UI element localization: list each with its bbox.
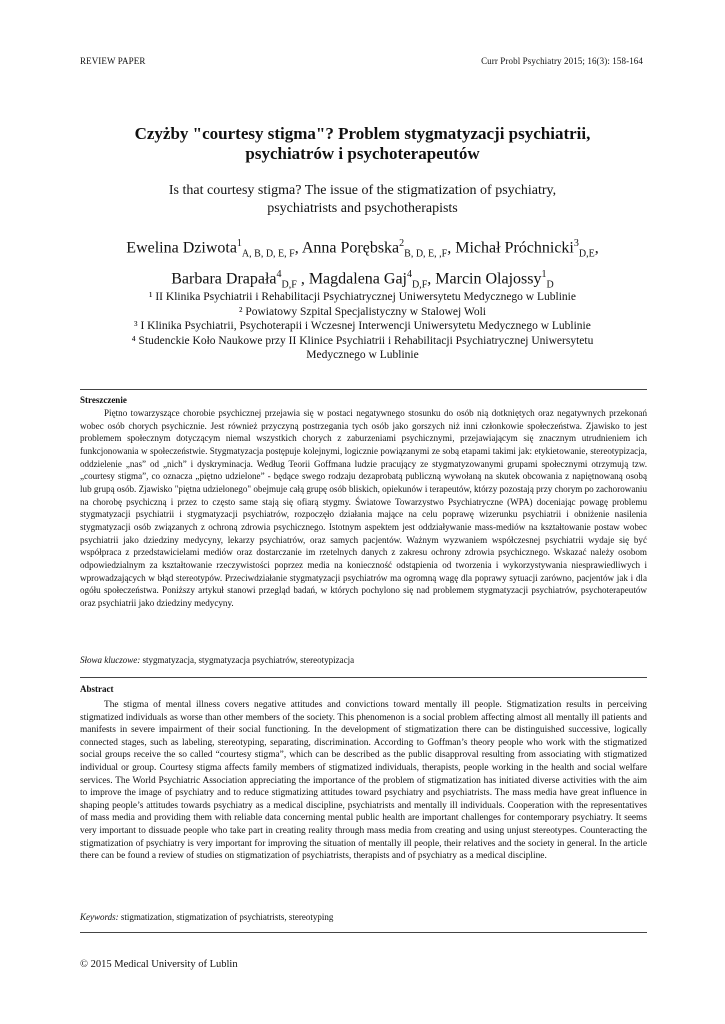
divider — [80, 932, 647, 933]
author-line-2: Barbara Drapała$^4_{D,F}$ , Magdalena Gaj$^4_{D,F}$, Marcin Olajossy$^1_D$ — [171, 268, 554, 291]
slowa-kluczowe-value: stygmatyzacja, stygmatyzacja psychiatrów, stereotypizacja — [140, 655, 355, 665]
streszczenie-heading: Streszczenie — [80, 395, 127, 405]
divider — [80, 677, 647, 678]
author-name: Michał Próchnicki — [455, 239, 574, 257]
affiliation-line: Medycznego w Lublinie — [306, 349, 419, 361]
copyright: © 2015 Medical University of Lublin — [80, 959, 238, 970]
author-contribution: D,E — [578, 248, 595, 260]
affiliation-line: ¹ II Klinika Psychiatrii i Rehabilitacji Psychiatrycznej Uniwersytetu Medycznego w Lublinie — [149, 291, 576, 303]
author-contribution: A, B, D, E, F — [241, 248, 295, 260]
author-affiliation: 1 — [541, 268, 547, 280]
author-affiliation: 4 — [407, 268, 412, 280]
author-contribution: B, D, E, ,F — [404, 248, 448, 260]
author-line-1: Ewelina Dziwota$^1_{A, B, D, E, F}$, Anna Porębska$^2_{B, D, E, ,F}$, Michał Próchnicki$^3_{D,E}$, — [126, 238, 599, 260]
running-header-right: Curr Probl Psychiatry 2015; 16(3): 158-164 — [481, 56, 643, 66]
author-affiliation: 3 — [573, 238, 579, 249]
author-affiliation: 4 — [276, 268, 282, 280]
slowa-kluczowe-label: Słowa kluczowe: — [80, 655, 141, 665]
author-affiliation: 2 — [399, 238, 405, 249]
author-affiliation: 1 — [236, 238, 242, 249]
author-contribution: D,F — [281, 279, 297, 291]
author-name: Magdalena Gaj — [308, 269, 407, 287]
affiliation-line: ² Powiatowy Szpital Specjalistyczny w Stalowej Woli — [239, 305, 486, 318]
title-polish-line2: psychiatrów i psychoterapeutów — [245, 144, 480, 163]
streszczenie-text: Piętno towarzyszące chorobie psychicznej przejawia się w postaci negatywnego stosunku do osób nią dotkniętych oraz negatywnych przekonań wobec osób chorych psychicznie. Jest również przyczyną postrzegania tych osób jako gorszych niż inni członkowie społeczeństwa. Zjawisko to jest problemem społecznym dotyczącym niemal wszystkich chorych z zaburzeniami psychicznymi, przejawiającym się znacznym utrudnieniem ich funkcjonowania w społeczeństwie. Stygmatyzacja postępuje kolejnymi, logicznie powiązanymi ze sobą etapami takimi jak: etykietowanie, stereotypizacja, oddzielenie „nas” od „nich” i dyskryminacja. Według Teorii Goffmana ludzie pracujący ze stygmatyzowanymi grupami społecznymi otrzymują tzw. „courtesy stigma”, co oznacza „piętno udzielone” - będące swego rodzaju dezaprobatą publiczną wywołaną na skutek obcowania z napiętnowaną osobą lub grupą osób. Zjawisko "piętna udzielonego" obejmuje całą grupę osób bliskich, opiekunów i terapeutów, którzy pozostają przy chorym po zachorowaniu na chorobę psychiczną i przez to często same stają się ofiarą stygmy. Światowe Towarzystwo Psychiatryczne (WPA) doceniając powagę problemu stygmatyzacji psychiatrii i stygmatyzacji psychiatrów, rozpoczęło działania mające na celu poprawę wizerunku psychiatrii i obniżenie nasilenia stygmatyzacji osób związanych z ochroną zdrowia psychicznego. Istotnym aspektem jest oddziaływanie mass-mediów na kształtowanie postaw wobec psychiatrii jako dziedziny medycyny, lekarzy psychiatrów, oraz samych pacjentów. Ważnym wyzwaniem współczesnej psychiatrii wydaje się być współpraca z przedstawicielami mediów oraz dostarczanie im rzetelnych danych z zakresu ochrony zdrowia psychicznego. Wskazać należy osobom odpowiedzialnym za kształtowanie rzeczywistości poprzez media na konieczność odstąpienia od tworzenia i wykorzystywania niesprawiedliwych i wprowadzających w błąd stereotypów. Przeciwdziałanie stygmatyzacji psychiatrów ma ogromną wagę dla poprawy sytuacji zarówno, pacjentów jak i dla ogółu społeczeństwa. Poniższy artykuł stanowi przegląd badań, w których pochylono się nad problemem stygmatyzacji psychiatrów, psychoterapeutów oraz psychiatrii jako dziedziny medycyny. — [80, 408, 647, 608]
running-header-left: REVIEW PAPER — [80, 56, 146, 66]
author-name: Ewelina Dziwota — [126, 239, 237, 257]
keywords-label: Keywords: — [80, 912, 119, 922]
title-polish — [60, 124, 665, 164]
title-english-line1: Is that courtesy stigma? The issue of the stigmatization of psychiatry, — [168, 183, 557, 198]
title-english-line2: psychiatrists and psychotherapists — [267, 201, 458, 216]
title-polish-line1: Czyżby "courtesy stigma"? Problem stygmatyzacji psychiatrii, — [134, 124, 591, 143]
keywords — [80, 912, 647, 922]
author-name: Marcin Olajossy — [435, 269, 542, 287]
divider — [80, 389, 647, 390]
affiliations — [90, 290, 635, 363]
keywords-value: stigmatization, stigmatization of psychiatrists, stereotyping — [118, 912, 334, 922]
title-english — [60, 182, 665, 218]
author-name: Anna Porębska — [301, 239, 400, 257]
affiliation-line: ³ I Klinika Psychiatrii, Psychoterapii i Wczesnej Interwencji Uniwersytetu Medycznego w Lublinie — [134, 320, 591, 332]
author-contribution: D,F — [412, 279, 428, 291]
slowa-kluczowe — [80, 655, 647, 665]
abstract-heading: Abstract — [80, 684, 114, 694]
author-name: Barbara Drapała — [171, 269, 277, 287]
abstract-text: The stigma of mental illness covers negative attitudes and convictions toward mentally ill people. Stigmatization results in perceiving stigmatized individuals as worse than other members of the society. This phenomenon is a social problem affecting almost all mentally ill patients and manifests in severe impairment of their social functioning. In the development of stigmatization there can be distinguished successive, logically connected stages, such as labeling, stereotyping, separating, discrimination. According to Goffman’s theory people who work with the stigmatized social groups receive the so called “courtesy stigma”, which can be described as the public disapproval resulting from associating with stigmatized individual or group. Courtesy stigma affects family members of stigmatized individuals, therapists, people working in the health and social welfare services. The World Psychiatric Association appreciating the importance of the problem of stigmatization has initiated diverse activities with the aim to improve the image of psychiatry and to reduce stigmatizing attitudes toward psychiatry and psychiatrists. The mass media have great influence in shaping people’s attitudes towards psychiatry as a medical discipline, psychiatrists and mentally ill individuals. Cooperation with the representatives of mass media and providing them with reliable data concerning mental public health are important challenges for contemporary psychiatry. It seems very important to dissuade people who take part in creating reality through mass media from creating and using unjust stereotypes. Counteracting the stigmatization of psychiatry is very important for improving the situation of mentally ill people, their relatives and the society in general. In the article there can be found a review of studies on stigmatization of psychiatrists, therapists and of psychiatry as a medical discipline. — [80, 700, 647, 862]
author-list — [60, 234, 665, 295]
author-contribution: D — [546, 279, 554, 291]
affiliation-line: ⁴ Studenckie Koło Naukowe przy II Klinice Psychiatrii i Rehabilitacji Psychiatrycznej Uniwersytetu — [131, 334, 594, 347]
